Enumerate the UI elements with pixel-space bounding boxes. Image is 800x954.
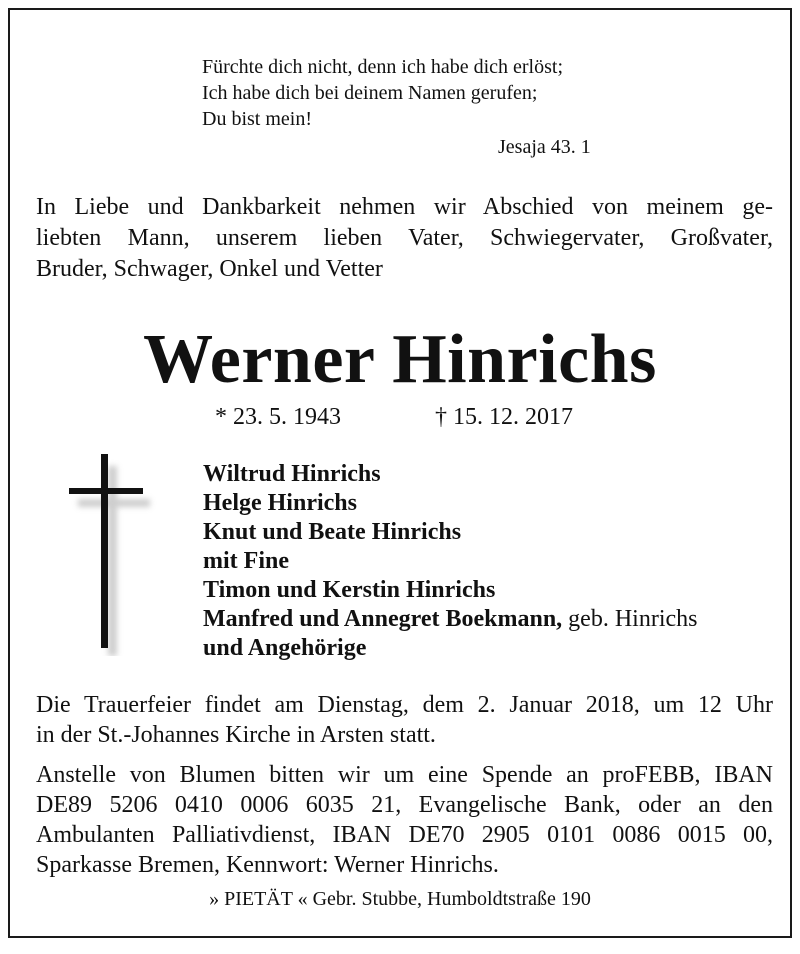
mourners-list: [203, 460, 697, 663]
donation-line-1: Anstelle von Blumen bitten wir um eine Spende an proFEBB, IBAN: [36, 762, 773, 788]
mourner-name: Knut und Beate Hinrichs: [203, 519, 462, 545]
mourner-entry: [203, 576, 697, 605]
mourner-name: Manfred und Annegret Boekmann,: [203, 606, 563, 632]
verse-line-1: Fürchte dich nicht, denn ich habe dich erlöst;: [202, 56, 564, 78]
verse-line-2: Ich habe dich bei deinem Namen gerufen;: [202, 82, 538, 104]
obituary-notice: [8, 8, 792, 938]
mourner-name: Timon und Kerstin Hinrichs: [203, 577, 496, 603]
verse-reference: Jesaja 43. 1: [498, 136, 591, 158]
service-line-1: Die Trauerfeier findet am Dienstag, dem 2. Januar 2018, um 12 Uhr: [36, 692, 773, 718]
donation-info: [36, 760, 773, 880]
birth-date: * 23. 5. 1943: [215, 404, 341, 430]
verse-line-3: Du bist mein!: [202, 108, 312, 130]
intro-line-2: liebten Mann, unserem lieben Vater, Schwiegervater, Großvater,: [36, 225, 773, 251]
mourner-entry: [203, 518, 697, 547]
mourner-name: Wiltrud Hinrichs: [203, 461, 381, 487]
mourner-suffix: geb. Hinrichs: [562, 606, 698, 632]
intro-line-1: In Liebe und Dankbarkeit nehmen wir Abschied von meinem ge-: [36, 194, 773, 220]
donation-line-3: Ambulanten Palliativdienst, IBAN DE70 2905 0101 0086 0015 00,: [36, 822, 773, 848]
deceased-name: Werner Hinrichs: [143, 321, 657, 398]
cross-icon: [58, 446, 158, 656]
mourner-name: mit Fine: [203, 548, 289, 574]
funeral-service-info: [36, 690, 773, 750]
donation-line-4: Sparkasse Bremen, Kennwort: Werner Hinrichs.: [36, 852, 499, 878]
intro-line-3: Bruder, Schwager, Onkel und Vetter: [36, 256, 383, 282]
mourner-name: Helge Hinrichs: [203, 490, 357, 516]
donation-line-2: DE89 5206 0410 0006 6035 21, Evangelische Bank, oder an den: [36, 792, 773, 818]
funeral-home-footer: » PIETÄT « Gebr. Stubbe, Humboldtstraße 190: [209, 888, 591, 910]
service-line-2: in der St.-Johannes Kirche in Arsten statt.: [36, 722, 436, 748]
mourner-entry: [203, 605, 697, 634]
cross-shadow: [78, 466, 150, 656]
intro-text: [36, 192, 773, 285]
mourner-entry: [203, 489, 697, 518]
mourner-name: und Angehörige: [203, 635, 367, 661]
death-date: † 15. 12. 2017: [435, 404, 573, 430]
mourner-entry: [203, 547, 697, 576]
mourner-entry: [203, 634, 697, 663]
mourner-entry: [203, 460, 697, 489]
bible-verse: [202, 54, 563, 132]
